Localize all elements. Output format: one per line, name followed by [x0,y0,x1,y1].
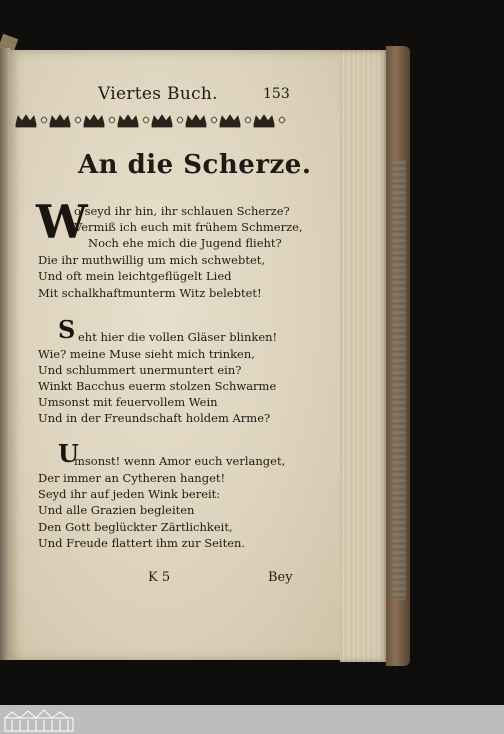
crown-ornament-icon [14,112,290,130]
verse-line: Wie? meine Muse sieht mich trinken, [38,347,255,361]
verse-line: Umsonst mit feuervollem Wein [38,395,218,409]
verse-line: Vermiß ich euch mit frühem Schmerze, [74,220,303,234]
verse-line: Und oft mein leichtgeflügelt Lied [38,269,232,283]
verse-line: Der immer an Cytheren hanget! [38,471,226,485]
verse-line: Und Freude flattert ihm zur Seiten. [38,536,246,550]
verse-line: eht hier die vollen Gläser blinken! [78,330,278,344]
page-fore-edge [340,50,388,662]
verse-line: Und in der Freundschaft holdem Arme? [38,411,271,425]
verse-line: Den Gott beglückter Zärtlichkeit, [38,520,233,534]
verse-line: msonst! wenn Amor euch verlanget, [74,454,286,468]
verse-line: Und schlummert unermuntert ein? [38,363,242,377]
verse-line: Noch ehe mich die Jugend flieht? [88,236,282,250]
library-logo-icon [4,708,74,732]
stanza-2-dropcap: S [58,315,76,344]
verse-line: o seyd ihr hin, ihr schlauen Scherze? [74,204,290,218]
verse-line: Winkt Bacchus euerm stolzen Schwarme [38,379,277,393]
catchword: Bey [268,570,293,585]
poem-title: An die Scherze. [78,150,312,180]
verse-line: Die ihr muthwillig um mich schwebtet, [38,253,266,267]
verse-line: Seyd ihr auf jeden Wink bereit: [38,487,221,501]
running-head: Viertes Buch. [98,84,218,104]
stanza-1-dropcap: W [36,195,88,249]
verse-line: Mit schalkhaftmunterm Witz belebtet! [38,286,262,300]
page-number: 153 [263,86,290,102]
cover-texture [392,160,406,600]
crown-ornament-icon [16,115,36,127]
stanza-3-dropcap: U [58,439,79,468]
viewer-bottom-bar [0,705,504,734]
verse-line: Und alle Grazien begleiten [38,503,195,517]
signature-mark: K 5 [148,570,171,585]
